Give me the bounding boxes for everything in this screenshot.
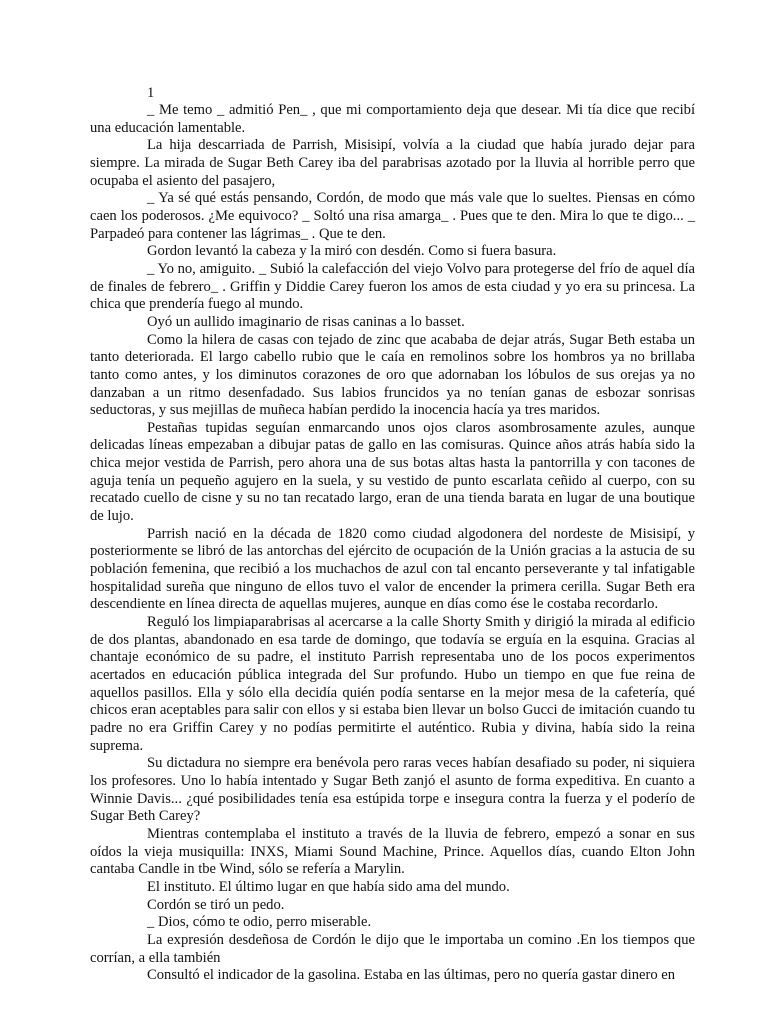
paragraph: Oyó un aullido imaginario de risas caninas a lo basset.: [147, 313, 465, 330]
paragraph: Su dictadura no siempre era benévola pero raras veces habían desafiado su poder, ni siquiera los profesores. Uno lo había intentado y Sugar Beth zanjó el asunto de forma expeditiva. En cuanto a Winnie Davis... ¿qué posibilidades tenía esa estúpida torpe e insegura contra la fuerza y el poderío de Sugar Beth Carey?: [90, 755, 695, 825]
paragraph: La expresión desdeñosa de Cordón le dijo que le importaba un comino .En los tiempos que corrían, a ella también: [90, 931, 695, 966]
paragraph: _ Me temo _ admitió Pen_ , que mi comportamiento deja que desear. Mi tía dice que recibí una educación lamentable.: [90, 102, 695, 136]
paragraph: _ Dios, cómo te odio, perro miserable.: [147, 914, 372, 931]
body-text: [90, 102, 695, 985]
page-number: 1: [147, 85, 155, 101]
paragraph: Parrish nació en la década de 1820 como ciudad algodonera del nordeste de Misisipí, y posteriormente se libró de las antorchas del ejército de ocupación de la Unión gracias a la astucia de su población femenina, que recibió a los muchachos de azul con tal encanto perseverante y tal infatigable hospitalidad sureña que ninguno de ellos tuvo el valor de encender la primera cerilla. Sugar Beth era descendiente en línea directa de aquellas mujeres, aunque en días como ése le costaba recordarlo.: [90, 525, 695, 613]
paragraph: Mientras contemplaba el instituto a través de la lluvia de febrero, empezó a sonar en sus oídos la vieja musiquilla: INXS, Miami Sound Machine, Prince. Aquellos días, cuando Elton John cantaba Candle in tbe Wind, sólo se refería a Marylin.: [90, 825, 695, 878]
paragraph: El instituto. El último lugar en que había sido ama del mundo.: [147, 878, 510, 895]
paragraph: Gordon levantó la cabeza y la miró con desdén. Como si fuera basura.: [147, 243, 557, 260]
paragraph: _ Yo no, amiguito. _ Subió la calefacción del viejo Volvo para protegerse del frío de aquel día de finales de febrero_ . Griffin y Diddie Carey fueron los amos de esta ciudad y yo era su princesa. La chica que prendería fuego al mundo.: [90, 260, 695, 313]
paragraph: La hija descarriada de Parrish, Misisipí, volvía a la ciudad que había jurado dejar para siempre. La mirada de Sugar Beth Carey iba del parabrisas azotado por la lluvia al horrible perro que ocupaba el asiento del pasajero,: [90, 137, 695, 189]
paragraph: Cordón se tiró un pedo.: [147, 896, 285, 913]
paragraph: Reguló los limpiaparabrisas al acercarse a la calle Shorty Smith y dirigió la mirada al edificio de dos plantas, abandonado en esa tarde de domingo, que todavía se erguía en la esquina. Gracias al chantaje económico de su padre, el instituto Parrish representaba uno de los pocos experimentos acertados en educación pública integrada del Sur profundo. Hubo un tiempo en que fue reina de aquellos pasillos. Ella y sólo ella decidía quién podía sentarse en la mejor mesa de la cafetería, qué chicos eran aceptables para salir con ellos y si estaba bien llevar un bolso Gucci de imitación cuando tu padre no era Griffin Carey y no podías permitirte el auténtico. Rubia y divina, había sido la reina suprema.: [90, 614, 695, 754]
paragraph: Como la hilera de casas con tejado de zinc que acababa de dejar atrás, Sugar Beth estaba un tanto deteriorada. El largo cabello rubio que le caía en remolinos sobre los hombros ya no brillaba tanto como antes, y los diminutos corazones de oro que adornaban los lóbulos de sus orejas ya no danzaban a un ritmo desenfadado. Sus labios fruncidos ya no tenían ganas de esbozar sonrisas seductoras, y sus mejillas de muñeca habían perdido la inocencia hacía ya tres maridos.: [90, 331, 695, 419]
paragraph: Consultó el indicador de la gasolina. Estaba en las últimas, pero no quería gastar dinero en: [147, 967, 676, 984]
paragraph: _ Ya sé qué estás pensando, Cordón, de modo que más vale que lo sueltes. Piensas en cómo caen los poderosos. ¿Me equivoco? _ Soltó una risa amarga_ . Pues que te den. Mira lo que te digo... _ Parpadeó para contener las lágrimas_ . Que te den.: [90, 190, 695, 242]
paragraph: Pestañas tupidas seguían enmarcando unos ojos claros asombrosamente azules, aunque delicadas líneas empezaban a dibujar patas de gallo en las comisuras. Quince años atrás había sido la chica mejor vestida de Parrish, pero ahora una de sus botas altas hasta la pantorrilla y con tacones de aguja tenía un pequeño agujero en la suela, y su vestido de punto escarlata ceñido al cuerpo, con su recatado cuello de cisne y su no tan recatado largo, eran de una tienda barata en lugar de una boutique de lujo.: [90, 419, 695, 525]
